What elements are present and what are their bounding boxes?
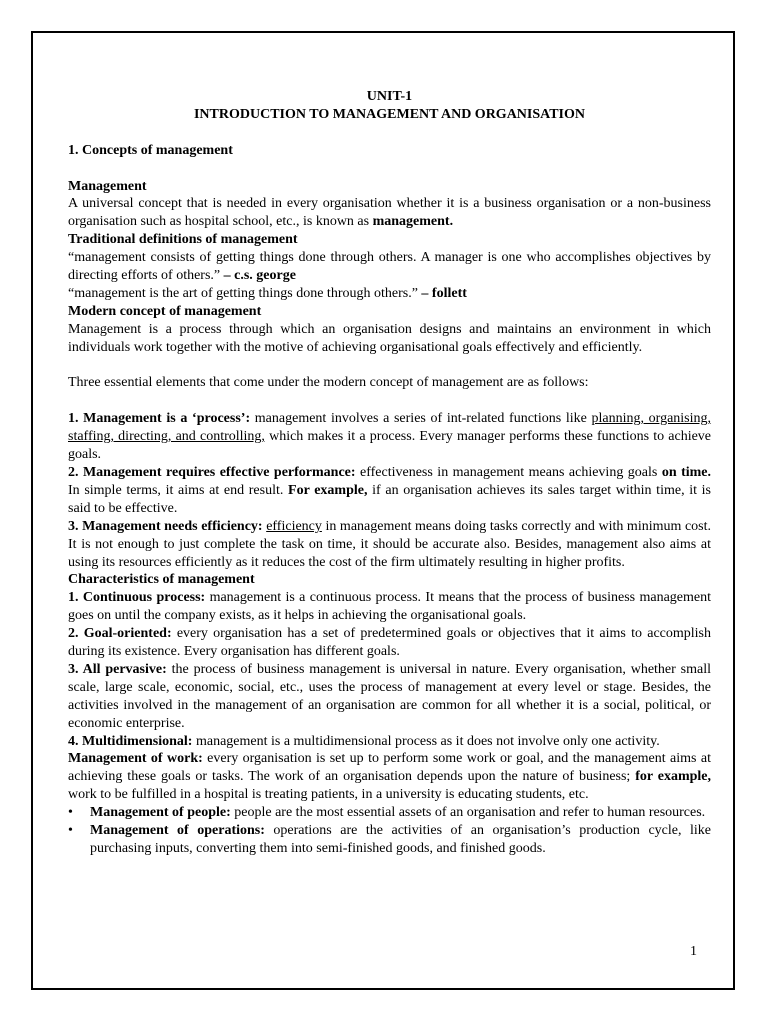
bullet-list [68, 804, 711, 858]
para-three-elements: Three essential elements that come under the modern concept of management are as follows: [68, 375, 589, 391]
para-definition-follett: “management is the art of getting things done through others.” – follett [68, 285, 467, 301]
char-goal-oriented: 2. Goal-oriented: every organisation has a set of predetermined goals or objectives that it aims to accomplish during its existence. Every organisation has different goals. [68, 626, 711, 660]
unit-label: UNIT-1 [366, 89, 413, 104]
link-functions[interactable]: planning, organising, staffing, directing, and controlling, [68, 411, 712, 445]
list-item: • Management of people: people are the most essential assets of an organisation and refer to human resources. [68, 805, 706, 821]
heading-traditional-definitions: Traditional definitions of management [68, 232, 298, 248]
char-multidimensional: 4. Multidimensional: management is a multidimensional process as it does not involve only one activity. [68, 733, 660, 749]
heading-modern-concept: Modern concept of management [68, 303, 262, 319]
list-item: • Management of operations: operations are the activities of an organisation’s production cycle, like purchasing inputs, converting them into semi-finished goods, and finished goods. [68, 823, 711, 856]
bullet-icon: • [68, 805, 73, 821]
para-management-definition: A universal concept that is needed in every organisation whether it is a business organisation or a non-business organisation such as hospital school, etc., is known as management. [68, 196, 711, 230]
document-body [68, 88, 711, 858]
element-effective-performance: 2. Management requires effective performance: effectiveness in management means achieving goals on time. In simple terms, it aims at end result. For example, if an organisation achieves its sales target within time, it is said to be effective. [68, 464, 712, 516]
char-all-pervasive: 3. All pervasive: the process of business management is universal in nature. Every organisation, whether small scale, large scale, economic, social, etc., uses the process of management at every level or stage. Besides, the activities involved in the management of an organisation are common for all whether it is a social, political, or economic enterprise. [68, 661, 711, 731]
element-efficiency: 3. Management needs efficiency: efficiency in management means doing tasks correctly and with minimum cost. It is not enough to just complete the task on time, it should be accurate also. Besides, management also aims at using its resources efficiently as it reduces the cost of the firm ultimately resulting in higher profits. [68, 518, 712, 570]
para-definition-george: “management consists of getting things done through others. A manager is one who accomplishes objectives by directing efforts of others.” – c.s. george [68, 250, 711, 284]
para-management-of-work: Management of work: every organisation is set up to perform some work or goal, and the management aims at achieving these goals or tasks. The work of an organisation depends upon the nature of business; for example, work to be fulfilled in a hospital is treating patients, in a university is educating students, etc. [68, 751, 711, 803]
bullet-icon: • [68, 823, 73, 839]
heading-management: Management [68, 178, 147, 194]
link-efficiency[interactable]: efficiency [266, 518, 322, 534]
para-modern-concept: Management is a process through which an organisation designs and maintains an environment in which individuals work together with the motive of achieving organisational goals effectively and efficiently. [68, 321, 711, 355]
section-heading-concepts: 1. Concepts of management [68, 142, 233, 158]
heading-characteristics: Characteristics of management [68, 572, 255, 588]
page-number: 1 [690, 944, 697, 959]
element-process: 1. Management is a ‘process’: management involves a series of int-related functions like planning, organising, staffing, directing, and controlling, which makes it a process. Every manager performs these functions to achieve goals. [68, 411, 712, 463]
char-continuous-process: 1. Continuous process: management is a continuous process. It means that the process of business management goes on until the company exists, as it helps in achieving the organisational goals. [68, 590, 711, 624]
document-title: INTRODUCTION TO MANAGEMENT AND ORGANISATION [193, 106, 585, 122]
